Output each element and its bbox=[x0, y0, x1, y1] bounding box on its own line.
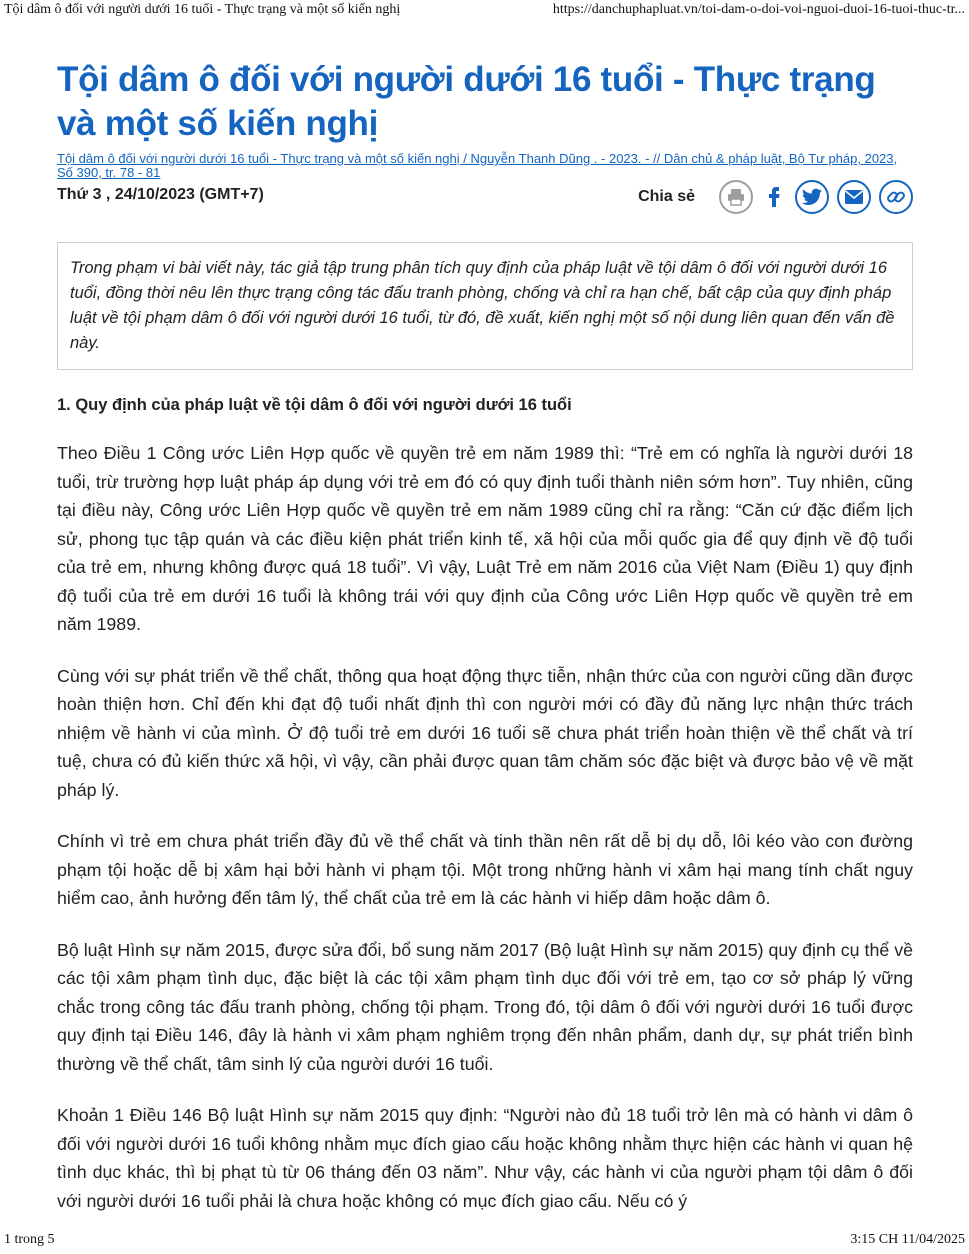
meta-row bbox=[57, 180, 913, 224]
article bbox=[57, 58, 913, 1215]
paragraph: Theo Điều 1 Công ước Liên Hợp quốc về quyền trẻ em năm 1989 thì: “Trẻ em có nghĩa là người dưới 18 tuổi, trừ trường hợp luật pháp áp dụng với trẻ em đó có quy định tuổi thành niên sớm hơn”. Tuy nhiên, cũng tại điều này, Công ước Liên Hợp quốc về quyền trẻ em năm 1989 cũng chỉ ra rằng: “Căn cứ đặc điểm lịch sử, phong tục tập quán và các điều kiện phát triển kinh tế, xã hội của mỗi quốc gia để quy định về độ tuổi của trẻ em, nhưng không được quá 18 tuổi”. Vì vậy, Luật Trẻ em năm 2016 của Việt Nam (Điều 1) quy định độ tuổi của trẻ em dưới 16 tuổi là không trái với quy định của Công ước Liên Hợp quốc về quyền trẻ em năm 1989. bbox=[57, 443, 913, 634]
article-summary: Trong phạm vi bài viết này, tác giả tập trung phân tích quy định của pháp luật về tội dâm ô đối với người dưới 16 tuổi, đồng thời nêu lên thực trạng công tác đấu tranh phòng, chống và chỉ ra hạn chế, bất cập của quy định pháp luật về tội phạm dâm ô đối với người dưới 16 tuổi, từ đó, đề xuất, kiến nghị một số nội dung liên quan đến vấn đề này. bbox=[57, 242, 913, 370]
paragraph: Chính vì trẻ em chưa phát triển đầy đủ về thể chất và tinh thần nên rất dễ bị dụ dỗ, lôi kéo vào con đường phạm tội hoặc dễ bị xâm hại bởi hành vi phạm tội. Một trong những hành vi xâm hại mang tính chất nguy hiểm cao, ảnh hưởng đến tâm lý, thể chất của trẻ em là các hành vi hiếp dâm hoặc dâm ô. bbox=[57, 831, 913, 908]
link-icon bbox=[886, 187, 906, 207]
share-label: Chia sẻ bbox=[638, 188, 695, 205]
email-icon bbox=[844, 189, 864, 205]
print-button[interactable] bbox=[719, 180, 753, 214]
publish-date: Thứ 3 , 24/10/2023 (GMT+7) bbox=[57, 186, 264, 203]
twitter-share-button[interactable] bbox=[795, 180, 829, 214]
facebook-share-button[interactable] bbox=[761, 180, 787, 214]
citation-link[interactable]: Tội dâm ô đối với người dưới 16 tuổi - Thực trạng và một số kiến nghị / Nguyễn Thanh Dũng . - 2023. - // Dân chủ & pháp luật, Bộ Tư pháp, 2023, Số 390, tr. 78 - 81 bbox=[57, 151, 898, 180]
twitter-icon bbox=[802, 188, 822, 206]
print-header-title: Tội dâm ô đối với người dưới 16 tuổi - Thực trạng và một số kiến nghị bbox=[4, 2, 401, 17]
section-heading: 1. Quy định của pháp luật về tội dâm ô đối với người dưới 16 tuổi bbox=[57, 396, 572, 414]
paragraph: Bộ luật Hình sự năm 2015, được sửa đổi, bổ sung năm 2017 (Bộ luật Hình sự năm 2015) quy định cụ thể về các tội xâm phạm tình dục, đặc biệt là các tội xâm phạm tình dục đối với trẻ em, tạo cơ sở pháp lý vững chắc trong công tác đấu tranh phòng, chống tội phạm. Trong đó, tội dâm ô đối với người dưới 16 tuổi được quy định tại Điều 146, đây là hành vi xâm phạm nghiêm trọng đến nhân phẩm, danh dự, sự phát triển bình thường về thể chất, tâm sinh lý của người dưới 16 tuổi. bbox=[57, 939, 913, 1074]
copy-link-button[interactable] bbox=[879, 180, 913, 214]
print-icon bbox=[726, 187, 746, 207]
print-header bbox=[4, 2, 965, 20]
paragraph: Khoản 1 Điều 146 Bộ luật Hình sự năm 2015 quy định: “Người nào đủ 18 tuổi trở lên mà có hành vi dâm ô đối với người dưới 16 tuổi không nhằm mục đích giao cấu hoặc không nhằm thực hiện các hành vi quan hệ tình dục khác, thì bị phạt tù từ 06 tháng đến 03 năm”. Như vậy, các hành vi của người phạm tội dâm ô đối với người dưới 16 tuổi phải là chưa hoặc không có mục đích giao cấu. Nếu có ý bbox=[57, 1105, 913, 1211]
facebook-icon bbox=[768, 187, 780, 207]
paragraph: Cùng với sự phát triển về thể chất, thông qua hoạt động thực tiễn, nhận thức của con người cũng dần được hoàn thiện hơn. Chỉ đến khi đạt độ tuổi nhất định thì con người mới có đầy đủ năng lực nhận thức trách nhiệm về hành vi của mình. Ở độ tuổi trẻ em dưới 16 tuổi sẽ chưa phát triển hoàn thiện về thể chất và trí tuệ, chưa có đủ kiến thức xã hội, vì vậy, cần phải được quan tâm chăm sóc đặc biệt và được bảo vệ về mặt pháp lý. bbox=[57, 665, 913, 800]
print-header-url: https://danchuphapluat.vn/toi-dam-o-doi-voi-nguoi-duoi-16-tuoi-thuc-tr... bbox=[552, 2, 965, 17]
print-footer bbox=[4, 1232, 965, 1250]
page-counter: 1 trong 5 bbox=[4, 1232, 55, 1247]
share-bar bbox=[638, 180, 913, 214]
article-title: Tội dâm ô đối với người dưới 16 tuổi - Thực trạng và một số kiến nghị bbox=[57, 60, 876, 143]
print-timestamp: 3:15 CH 11/04/2025 bbox=[850, 1232, 965, 1247]
email-share-button[interactable] bbox=[837, 180, 871, 214]
